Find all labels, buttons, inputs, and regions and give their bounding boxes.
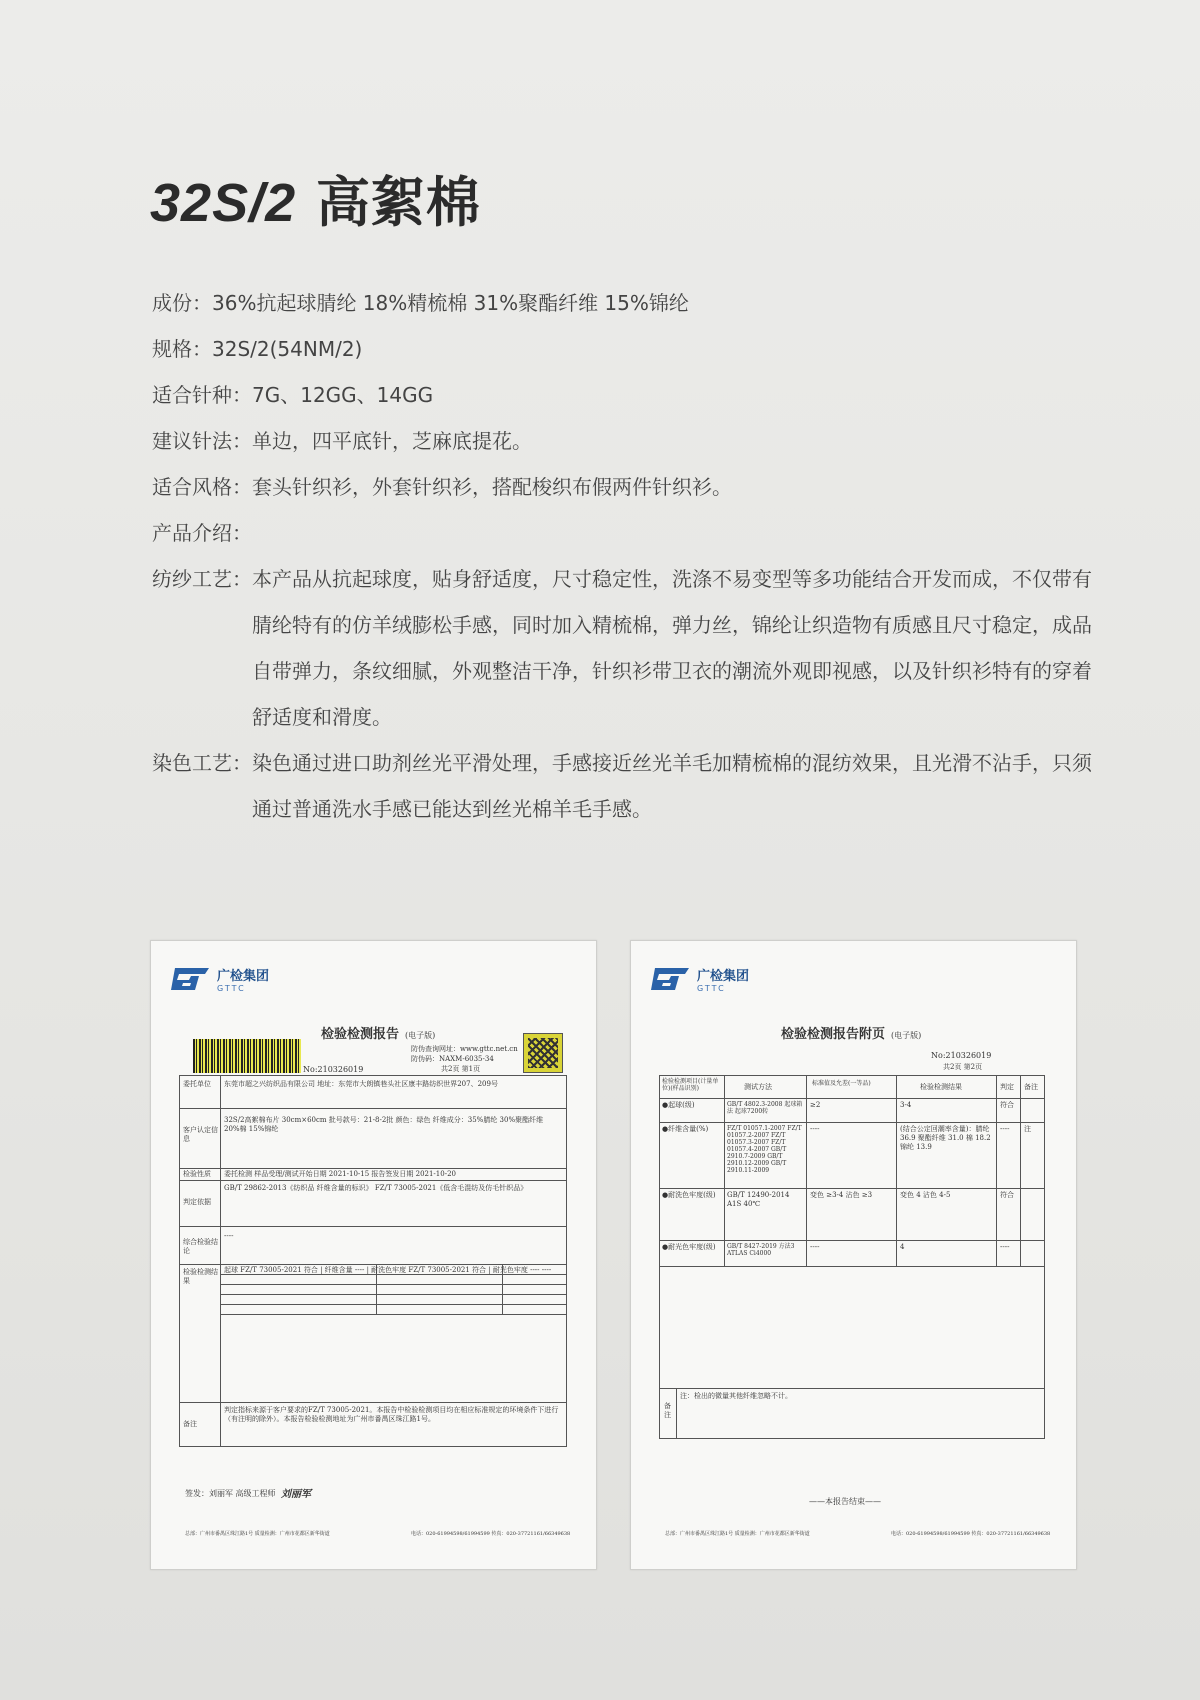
gttc-logo-icon: [649, 966, 691, 992]
footer-address: 总部：广州市番禺区珠江路1号 质量检测：广州市花都区新华街道: [185, 1531, 330, 1537]
spec-gauge: 适合针种： 7G、12GG、14GG: [152, 383, 434, 407]
signer: 签发：刘丽军 高级工程师: [185, 1489, 276, 1498]
gttc-logo-icon: [169, 966, 211, 992]
page-indicator: 共2页 第2页: [943, 1063, 983, 1071]
spec-spinning: 纺纱工艺： 本产品从抗起球度，贴身舒适度，尺寸稳定性，洗涤不易变型等多功能结合开发而成，不仅带有腈纶特有的仿羊绒膨松手感，同时加入精梳棉，弹力丝，锦纶让织造物有质感且尺寸稳定，成品自带弹力，条纹细腻，外观整洁干净，针织衫带卫衣的潮流外观即视感，以及针织衫特有的穿着舒适度和滑度。: [152, 567, 1092, 729]
report-title: 检验检测报告 (电子版): [321, 1027, 436, 1042]
spec-composition: 成份： 36%抗起球腈纶 18%精梳棉 31%聚酯纤维 15%锦纶: [152, 291, 689, 315]
qr-code-icon: [523, 1033, 563, 1073]
gttc-logo: 广检集团 GTTC: [649, 965, 749, 993]
spec-list: [152, 280, 1092, 832]
spec-style: 适合风格： 套头针织衫，外套针织衫，搭配梭织布假两件针织衫。: [152, 475, 732, 499]
footer-contact: 电话：020-61994598/61994599 传真：020-37721161/66349638: [411, 1531, 571, 1537]
spec-count: 规格： 32S/2(54NM/2): [152, 337, 363, 361]
test-report-page-1: [150, 940, 597, 1570]
spec-stitch: 建议针法： 单边，四平底针，芝麻底提花。: [152, 429, 532, 453]
gttc-logo: 广检集团 GTTC: [169, 965, 269, 993]
appendix-table: 检验检测项目(计量单位)(样品识别) 测试方法 标准值及允差(一等品) 检验检测结果 判定 备注 ●起球(级) GB/T 4802.3-2008 起球箱法 起球7200转 ≥2 3-4 符合 ●纤维含量(%) FZ/T 01057.1-2007 FZ/T 01057.2-2007 FZ/T 01057.3-2007 FZ/T 01057.4-2007 GB/T 2910.7-2009 GB/T 2910.12-2009 GB/T 2910.11-2009 ---- (结合公定回潮率含量)：腈纶 36.9 聚酯纤维 31.0 棉 18.2 锦纶 13.9 ---- 注 ●耐洗色牢度(级) GB/T 12490-2014 A1S 40℃ 变色 ≥3-4 沾色 ≥3 变色 4 沾色 4-5 符合 ●耐光色牢度(级) GB/T 8427-2019 方法3 ATLAS Ci4000 ---- 4 ---- 备注 注：检出的微量其他纤维忽略不计。: [659, 1075, 1045, 1439]
product-title-name: 高絮棉: [315, 171, 481, 234]
spec-intro: 产品介绍：: [152, 521, 252, 545]
barcode: [193, 1039, 301, 1073]
page-indicator: 共2页 第1页: [441, 1065, 481, 1073]
report-number: No:210326019: [931, 1051, 992, 1060]
spec-dyeing: 染色工艺： 染色通过进口助剂丝光平滑处理，手感接近丝光羊毛加精梳棉的混纺效果，且光滑不沾手，只须通过普通洗水手感已能达到丝光棉羊毛手感。: [152, 751, 1092, 821]
signature: 刘丽军: [281, 1489, 311, 1500]
product-title-code: 32S/2: [150, 173, 297, 233]
report-number: No:210326019: [303, 1065, 364, 1074]
footer-contact: 电话：020-61994598/61994599 传真：020-37721161/66349638: [891, 1531, 1051, 1537]
test-report-page-2: [630, 940, 1077, 1570]
footer-address: 总部：广州市番禺区珠江路1号 质量检测：广州市花都区新华街道: [665, 1531, 810, 1537]
query-site: 防伪查询网址：www.gttc.net.cn: [411, 1045, 518, 1053]
report-table: 委托单位 东莞市超之兴纺织品有限公司 地址：东莞市大朗镇巷头社区康丰路纺织世界207、209号 客户认定信息 32S/2高絮棉布片 30cm×60cm 批号款号：21-8-2批 颜色：绿色 纤维成分：35%腈纶 30%聚酯纤维 20%棉 15%锦纶 检验性质 委托检测 样品受理/测试开始日期 2021-10-15 报告签发日期 2021-10-20 判定依据 GB/T 29862-2013《纺织品 纤维含量的标识》 FZ/T 73005-2021《低含毛混纺及仿毛针织品》 综合检验结论 ---- 检验检测结果 起球 FZ/T 73005-2021 符合 | 纤维含量 ---- | 耐洗色牢度 FZ/T 73005-2021 符合 | 耐光色牢度 ---- ---- 备注 判定指标来源于客户要求的FZ/T 73005-2021。本报告中检验检测项目均在相应标准规定的环境条件下进行（有注明的除外）。本报告检验检测地址为广州市番禺区珠江路1号。: [179, 1075, 567, 1447]
product-title: [150, 160, 481, 237]
report-end-mark: ——本报告结束——: [809, 1497, 881, 1506]
anti-counterfeit-code: 防伪码：NAXM-6035-34: [411, 1055, 494, 1063]
appendix-title: 检验检测报告附页 (电子版): [781, 1027, 922, 1042]
